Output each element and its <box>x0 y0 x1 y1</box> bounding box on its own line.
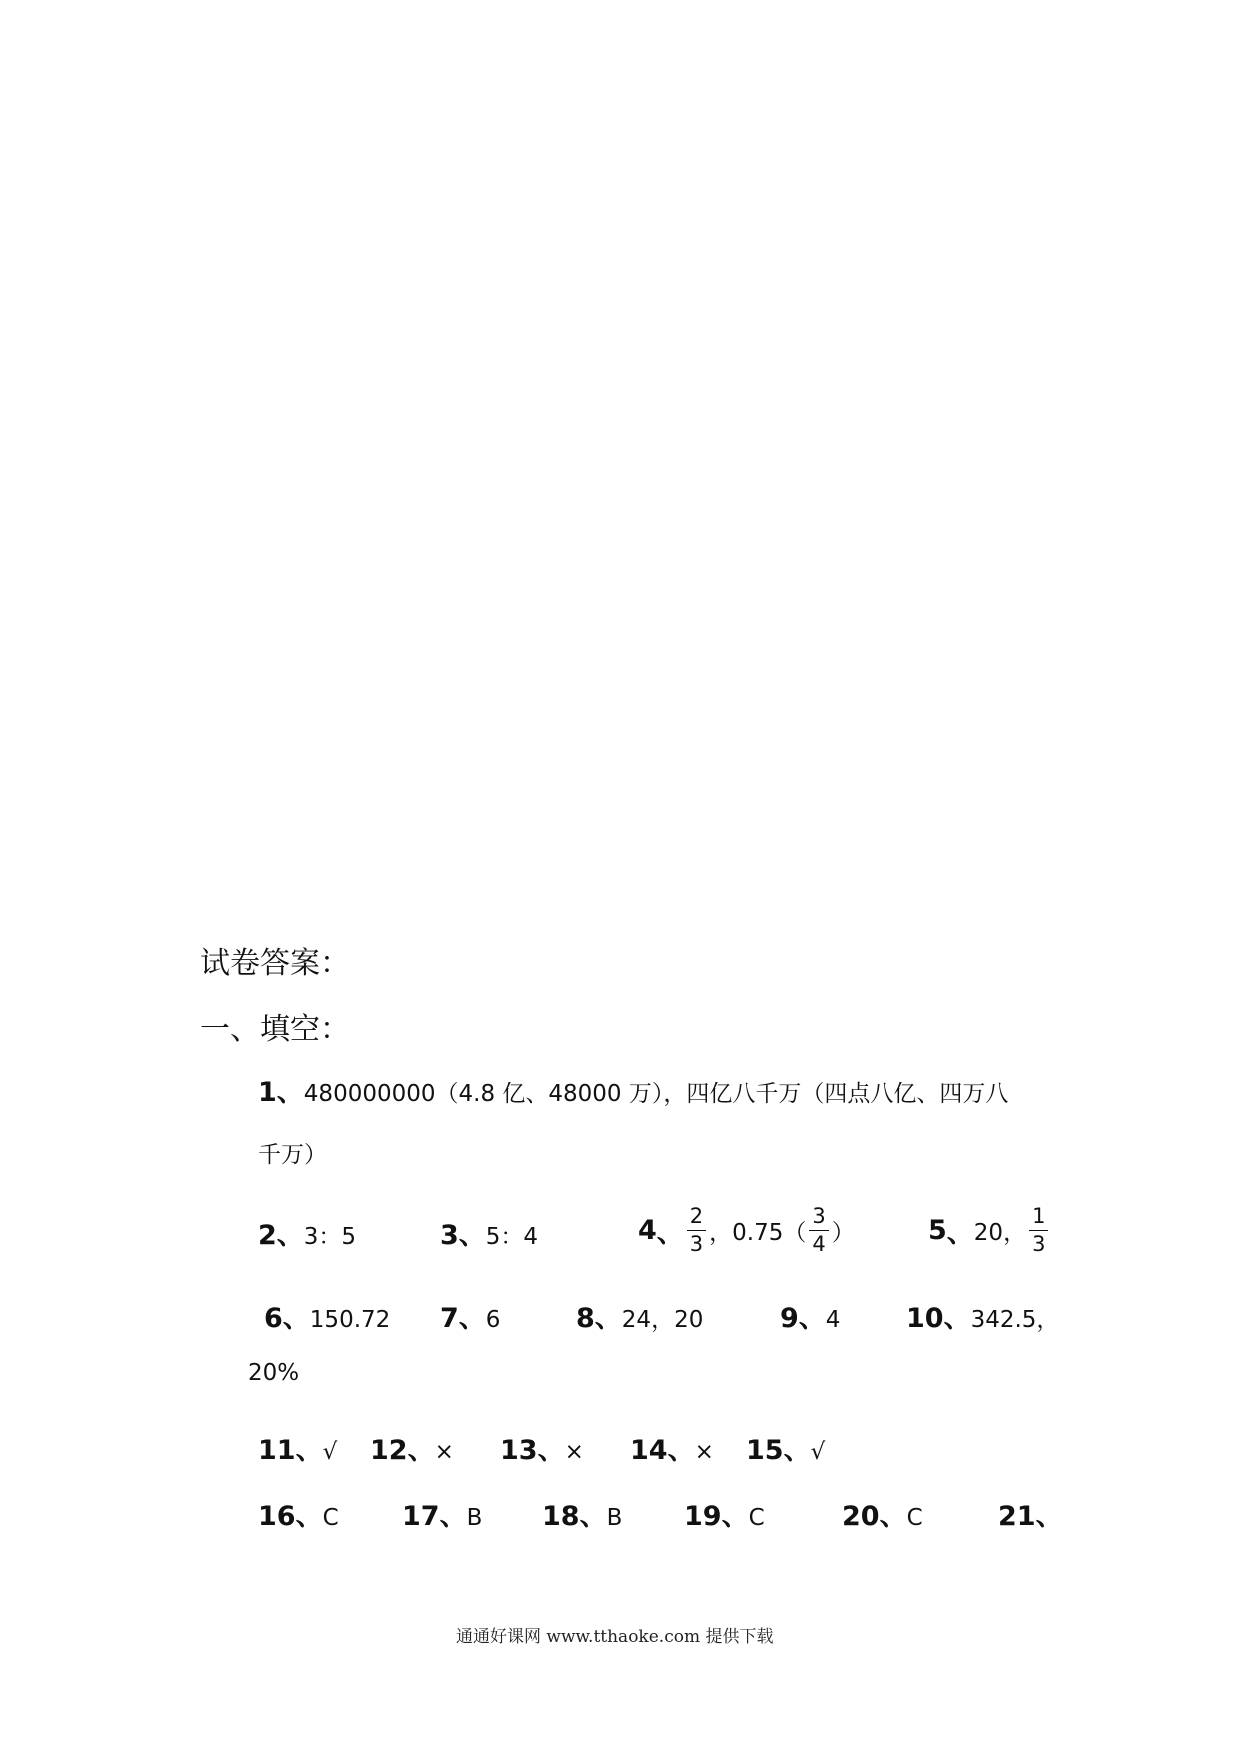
answer-text: × <box>434 1439 454 1465</box>
question-number: 16 <box>258 1501 296 1532</box>
question-number: 1 <box>258 1077 277 1108</box>
question-16: 16、C <box>258 1501 339 1532</box>
question-number: 12 <box>370 1435 408 1466</box>
answer-text: 6 <box>485 1307 501 1333</box>
answer-text: B <box>606 1505 623 1531</box>
answer-text: C <box>906 1505 923 1531</box>
question-number: 10 <box>906 1303 944 1334</box>
fraction: $\frac{3}{4}$ <box>809 1206 828 1255</box>
answer-text: B <box>466 1505 483 1531</box>
fraction: $\frac{2}{3}$ <box>687 1206 706 1255</box>
question-14: 14、× <box>630 1435 714 1466</box>
answer-text: × <box>564 1439 584 1465</box>
question-11: 11、√ <box>258 1435 338 1466</box>
question-1: 1、480000000（4.8 亿、48000 万），四亿八千万（四点八亿、四万八 <box>258 1077 1009 1108</box>
question-number: 21 <box>998 1501 1036 1532</box>
question-number: 18 <box>542 1501 580 1532</box>
question-20: 20、C <box>842 1501 923 1532</box>
question-1-continuation: 千万） <box>258 1142 327 1168</box>
answer-text: C <box>322 1505 339 1531</box>
page-footer: 通通好课网 www.tthaoke.com 提供下载 <box>456 1627 774 1647</box>
question-10: 10、342.5， <box>906 1303 1060 1334</box>
question-number: 5 <box>928 1215 947 1246</box>
question-number: 15 <box>746 1435 784 1466</box>
question-21: 21、 <box>998 1501 1063 1532</box>
answer-text: C <box>748 1505 765 1531</box>
question-number: 4 <box>638 1215 657 1246</box>
question-17: 17、B <box>402 1501 483 1532</box>
question-number: 13 <box>500 1435 538 1466</box>
answer-text: √ <box>322 1439 338 1465</box>
question-18: 18、B <box>542 1501 623 1532</box>
question-number: 6 <box>264 1303 283 1334</box>
answer-text: 20， <box>973 1220 1027 1246</box>
question-19: 19、C <box>684 1501 765 1532</box>
question-number: 17 <box>402 1501 440 1532</box>
question-number: 8 <box>576 1303 595 1334</box>
question-number: 7 <box>440 1303 459 1334</box>
answer-text: 480000000（4.8 亿、48000 万），四亿八千万（四点八亿、四万八 <box>303 1081 1009 1107</box>
question-2: 2、3：5 <box>258 1220 357 1251</box>
question-number: 19 <box>684 1501 722 1532</box>
answer-text: 5：4 <box>485 1224 539 1250</box>
question-number: 3 <box>440 1220 459 1251</box>
question-13: 13、× <box>500 1435 584 1466</box>
question-number: 11 <box>258 1435 296 1466</box>
question-number: 9 <box>780 1303 799 1334</box>
answer-text: 4 <box>825 1307 841 1333</box>
question-number: 14 <box>630 1435 668 1466</box>
question-8: 8、24，20 <box>576 1303 704 1334</box>
answer-text: √ <box>810 1439 826 1465</box>
answer-text: 24，20 <box>621 1307 704 1333</box>
question-9: 9、4 <box>780 1303 841 1334</box>
question-number: 20 <box>842 1501 880 1532</box>
question-12: 12、× <box>370 1435 454 1466</box>
answer-title: 试卷答案： <box>200 946 350 981</box>
section-fill-blank: 一、填空： <box>200 1012 350 1047</box>
question-7: 7、6 <box>440 1303 501 1334</box>
answer-text: 342.5， <box>970 1307 1060 1333</box>
question-6: 6、150.72 <box>264 1303 391 1334</box>
question-15: 15、√ <box>746 1435 826 1466</box>
answer-text: 3：5 <box>303 1224 357 1250</box>
question-number: 2 <box>258 1220 277 1251</box>
fraction: $\frac{1}{3}$ <box>1029 1206 1048 1255</box>
question-3: 3、5：4 <box>440 1220 539 1251</box>
answer-text: 150.72 <box>309 1307 391 1333</box>
answer-text: × <box>694 1439 714 1465</box>
question-10-continuation: 20% <box>248 1360 300 1386</box>
answer-text: ，0.75（ <box>709 1220 807 1246</box>
question-5: 5 、 20， $\frac{1}{3}$ <box>928 1206 1051 1255</box>
question-4: 4 、 $\frac{2}{3}$ ，0.75（ $\frac{3}{4}$ ） <box>638 1204 855 1256</box>
